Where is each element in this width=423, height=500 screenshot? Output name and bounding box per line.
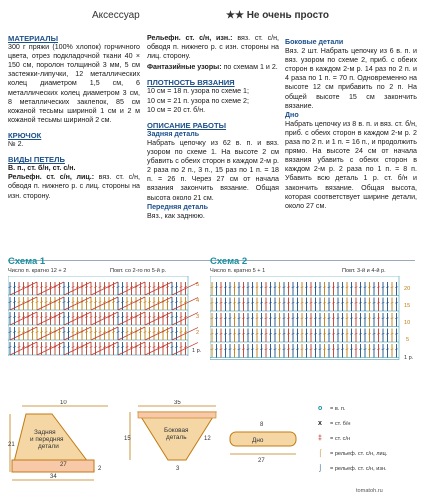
dim-width: 27: [60, 462, 67, 468]
scheme2-row-number: 10: [404, 320, 411, 326]
work-heading: ОПИСАНИЕ РАБОТЫ: [147, 120, 227, 130]
scheme2-row-number: 5: [406, 337, 410, 343]
materials-text: 300 г пряжи (100% хлопок) горчичного цвета, отрез подкладочной ткани 40 × 150 см, поролон толщиной 3 мм, 5 см застежки-липучки, 12 металлических колец диаметром 1,5 см, 6 металлических колец диаметром 3 см, 8 металлических заклепок, 85 см кожаной тесьмы шириной 1 см и 2 м кожаной тесьмы шириной 2 см.: [8, 43, 140, 124]
side-text: Вяз. 2 шт. Набрать цепочку из 6 в. п. и вяз. узором по схеме 2, приб. с обеих сторон в каждом 2-м р. 14 раз по 2 п. и 4 раза по 1 п. = 70 п. Одновременно на высоте 12 см прибавить по 2 п. На общей высоте 15 см закончить вязание.: [285, 47, 417, 110]
scheme1-repeat: Повт. со 2-го по 5-й р.: [110, 268, 167, 274]
dim-side: 2: [98, 466, 102, 472]
side-piece-diagram: [124, 400, 222, 484]
density-heading: ПЛОТНОСТЬ ВЯЗАНИЯ: [147, 78, 235, 88]
fantasy-text: по схемам 1 и 2.: [223, 63, 278, 72]
materials-heading: МАТЕРИАЛЫ: [8, 34, 58, 43]
back-piece-band: [12, 460, 94, 472]
scheme1-row-number: 2: [196, 330, 200, 336]
scheme2-repeat: Повт. 3-й и 4-й р.: [342, 268, 386, 274]
fantasy-label: Фантазийные узоры:: [147, 63, 222, 72]
cross-stitch-mark: [172, 282, 198, 295]
loops-text: В. п., ст. б/н, ст. с/н.: [8, 164, 76, 173]
back-front-piece-diagram: [8, 400, 120, 484]
scheme2-row-number: 15: [404, 303, 411, 309]
front-text: Вяз., как заднюю.: [147, 211, 205, 220]
relief-text: вяз. ст. с/н, обводя п. нижнего р. с лиц. стороны на изн. сторону.: [8, 173, 140, 200]
dim-tip: 12: [204, 436, 211, 442]
scheme2-count: Число п. кратно 5 + 1: [210, 268, 266, 274]
page-header: [0, 0, 423, 34]
column-3: [285, 34, 417, 211]
scheme2-chart: [210, 276, 404, 360]
relief2-text: вяз. ст. с/н, обводя п. нижнего р. с изн. стороны на лиц. сторону.: [147, 34, 279, 61]
cross-stitch-mark: [172, 297, 198, 310]
back-piece-label: Задняя и передняя детали: [30, 429, 64, 450]
scheme1-row-number: 5: [196, 282, 200, 288]
scheme2-row-number: 20: [404, 286, 411, 292]
back-text: Набрать цепочку из 62 в. п. и вяз. узором по схеме 1. На высоте 2 см убавить с обеих сторон в каждом 2-м р. 2 раза по 2 п., 3 п., 15 раз по 1 п. = 18 п. = 26 п. Через 27 см от начала вязания закончить вязание. Общая высота около 21 см.: [147, 138, 279, 202]
bottom-piece-diagram: [226, 420, 300, 470]
scheme1-count: Число п. кратно 12 + 2: [8, 268, 67, 274]
density-1: 10 см = 18 п. узора по схеме 1;: [147, 87, 249, 96]
category-label: Аксессуар: [92, 10, 140, 21]
bottom-piece-label: Дно: [252, 437, 264, 444]
dim-width: 27: [258, 458, 265, 464]
legend-symbol: x: [318, 420, 322, 427]
dim-bottom: 34: [50, 474, 57, 480]
scheme2-title: Схема 2: [210, 256, 248, 267]
cross-stitch-mark: [172, 342, 198, 355]
scheme1-chart: [8, 276, 198, 356]
dim-top: 10: [60, 400, 67, 406]
column-1: [8, 34, 140, 201]
front-title: Передняя деталь: [147, 202, 208, 211]
dim-bottom: 3: [176, 466, 180, 472]
scheme1-row-label: 1 р.: [192, 348, 202, 354]
legend-text: = рельеф. ст. с/н, лиц.: [330, 451, 388, 457]
bottom-text: Набрать цепочку из 8 в. п. и вяз. ст. б/н, приб. с обеих сторон в каждом 2-м р. 2 раза по 2 п. и 1 п. = 16 п., и продолжить прямо. На высоте 24 см от начала вязания убавить с обеих сторон в каждом 2-м р. 2 раза по 1 п. = 8 п. Убавить всю деталь 1 р. ст. б/н и закончить вязание. Общая высота, которая соответствует ширине детали, около 27 см.: [285, 119, 417, 210]
side-piece-band: [138, 412, 216, 418]
scheme1-row-number: 4: [196, 298, 200, 304]
legend-symbol: o: [318, 405, 323, 412]
difficulty-label: ★★ Не очень просто: [226, 10, 330, 21]
side-piece-label: Боковая деталь: [164, 427, 189, 441]
legend-text: = ст. б/н: [330, 421, 351, 427]
relief-label: Рельефн. ст. с/н, лиц.:: [8, 173, 95, 182]
scheme1-row-number: 3: [196, 314, 200, 320]
hook-text: № 2.: [8, 140, 24, 149]
bottom-title: Дно: [285, 110, 299, 119]
legend-text: = в. п.: [330, 406, 346, 412]
side-title: Боковые детали: [285, 38, 344, 46]
relief2-label: Рельефн. ст. с/н, изн.:: [147, 34, 233, 42]
dim-side: 8: [260, 422, 264, 428]
watermark: tomatoh.ru: [356, 488, 383, 494]
density-3: 10 см = 20 ст. б/н.: [147, 105, 206, 114]
cross-stitch-mark: [172, 327, 198, 340]
dim-height: 15: [124, 436, 131, 442]
back-title: Задняя деталь: [147, 129, 200, 138]
scheme2-row-label: 1 р.: [404, 355, 414, 361]
cross-stitch-mark: [172, 312, 198, 325]
scheme1-title: Схема 1: [8, 256, 46, 267]
dim-height: 21: [8, 442, 15, 448]
column-2: [147, 34, 279, 221]
legend-text: = ст. с/н: [330, 436, 351, 442]
chart-frame: [8, 276, 188, 356]
legend-symbol: ⌡: [318, 465, 323, 472]
loops-heading: ВИДЫ ПЕТЕЛЬ: [8, 155, 65, 165]
dim-top: 35: [174, 400, 181, 406]
hook-heading: КРЮЧОК: [8, 130, 42, 140]
legend-symbol: ⌠: [318, 450, 323, 457]
legend-text: = рельеф. ст. с/н, изн.: [330, 466, 387, 472]
legend-symbol: ‡: [318, 435, 322, 442]
density-2: 10 см = 21 п. узора по схеме 2;: [147, 96, 249, 105]
